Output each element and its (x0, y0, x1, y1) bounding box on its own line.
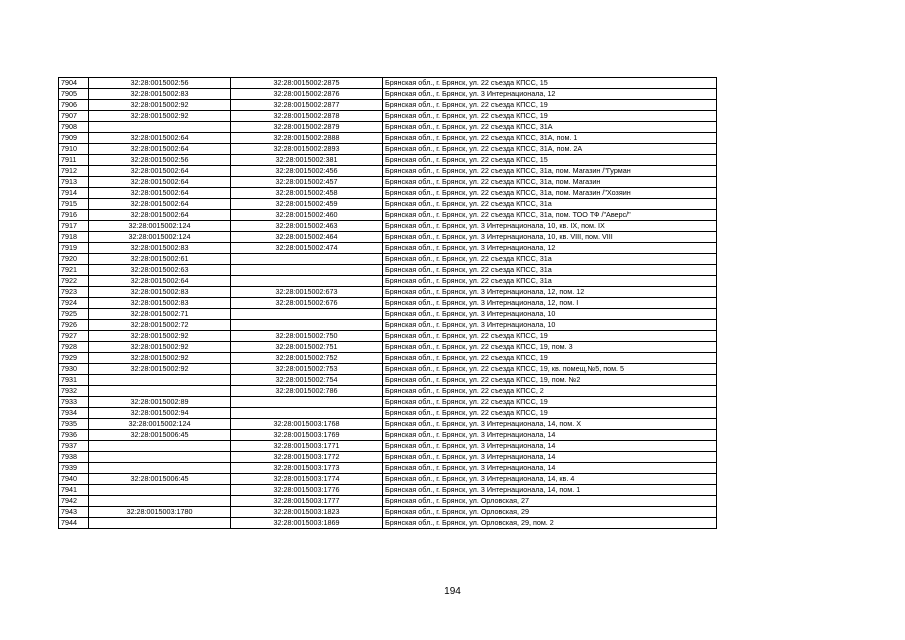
address-cell: Брянская обл., г. Брянск, ул. Орловская, 27 (383, 496, 717, 507)
parent-cadastral-number-cell (89, 518, 231, 529)
address-cell: Брянская обл., г. Брянск, ул. 22 съезда КПСС, 19 (383, 397, 717, 408)
cadastral-number-cell: 32:28:0015002:2893 (231, 144, 383, 155)
row-number-cell: 7936 (59, 430, 89, 441)
cadastral-number-cell: 32:28:0015002:676 (231, 298, 383, 309)
parent-cadastral-number-cell: 32:28:0015002:64 (89, 276, 231, 287)
address-cell: Брянская обл., г. Брянск, ул. 22 съезда КПСС, 31А (383, 122, 717, 133)
cadastral-number-cell: 32:28:0015003:1869 (231, 518, 383, 529)
parent-cadastral-number-cell: 32:28:0015002:83 (89, 89, 231, 100)
parent-cadastral-number-cell: 32:28:0015002:63 (89, 265, 231, 276)
cadastral-number-cell: 32:28:0015003:1772 (231, 452, 383, 463)
parent-cadastral-number-cell: 32:28:0015002:92 (89, 331, 231, 342)
row-number-cell: 7910 (59, 144, 89, 155)
table-row (59, 331, 717, 342)
page-number: 194 (444, 586, 461, 597)
row-number-cell: 7917 (59, 221, 89, 232)
row-number-cell: 7929 (59, 353, 89, 364)
cadastral-number-cell: 32:28:0015003:1768 (231, 419, 383, 430)
cadastral-number-cell: 32:28:0015002:464 (231, 232, 383, 243)
cadastral-number-cell: 32:28:0015002:2877 (231, 100, 383, 111)
parent-cadastral-number-cell: 32:28:0015002:83 (89, 298, 231, 309)
parent-cadastral-number-cell: 32:28:0015002:56 (89, 78, 231, 89)
parent-cadastral-number-cell: 32:28:0015002:72 (89, 320, 231, 331)
table-row (59, 111, 717, 122)
address-cell: Брянская обл., г. Брянск, ул. 3 Интернационала, 14 (383, 463, 717, 474)
row-number-cell: 7943 (59, 507, 89, 518)
cadastral-number-cell (231, 408, 383, 419)
address-cell: Брянская обл., г. Брянск, ул. 22 съезда КПСС, 19, кв. помещ.№5, пом. 5 (383, 364, 717, 375)
address-cell: Брянская обл., г. Брянск, ул. 22 съезда КПСС, 31а (383, 199, 717, 210)
address-cell: Брянская обл., г. Брянск, ул. 22 съезда КПСС, 15 (383, 155, 717, 166)
table-row (59, 408, 717, 419)
address-cell: Брянская обл., г. Брянск, ул. 3 Интернационала, 10 (383, 320, 717, 331)
table-row (59, 386, 717, 397)
address-cell: Брянская обл., г. Брянск, ул. 22 съезда КПСС, 19, пом. 3 (383, 342, 717, 353)
row-number-cell: 7931 (59, 375, 89, 386)
cadastral-number-cell: 32:28:0015002:2875 (231, 78, 383, 89)
cadastral-number-cell: 32:28:0015002:2876 (231, 89, 383, 100)
cadastral-number-cell: 32:28:0015003:1773 (231, 463, 383, 474)
table-row (59, 353, 717, 364)
parent-cadastral-number-cell: 32:28:0015002:92 (89, 342, 231, 353)
cadastral-number-cell: 32:28:0015002:474 (231, 243, 383, 254)
table-row (59, 89, 717, 100)
parent-cadastral-number-cell (89, 386, 231, 397)
table-row (59, 309, 717, 320)
row-number-cell: 7937 (59, 441, 89, 452)
parent-cadastral-number-cell: 32:28:0015002:64 (89, 199, 231, 210)
table-row (59, 100, 717, 111)
address-cell: Брянская обл., г. Брянск, ул. 22 съезда КПСС, 31а (383, 276, 717, 287)
row-number-cell: 7909 (59, 133, 89, 144)
parent-cadastral-number-cell: 32:28:0015002:64 (89, 133, 231, 144)
table-row (59, 474, 717, 485)
address-cell: Брянская обл., г. Брянск, ул. 3 Интернационала, 10 (383, 309, 717, 320)
row-number-cell: 7920 (59, 254, 89, 265)
row-number-cell: 7942 (59, 496, 89, 507)
cadastral-number-cell: 32:28:0015002:786 (231, 386, 383, 397)
table-row (59, 441, 717, 452)
table-row (59, 144, 717, 155)
table-row (59, 155, 717, 166)
table-row (59, 430, 717, 441)
parent-cadastral-number-cell: 32:28:0015002:64 (89, 144, 231, 155)
address-cell: Брянская обл., г. Брянск, ул. 3 Интернационала, 14 (383, 441, 717, 452)
row-number-cell: 7940 (59, 474, 89, 485)
cadastral-number-cell: 32:28:0015002:457 (231, 177, 383, 188)
address-cell: Брянская обл., г. Брянск, ул. 22 съезда КПСС, 31А, пом. 2А (383, 144, 717, 155)
cadastral-number-cell (231, 254, 383, 265)
address-cell: Брянская обл., г. Брянск, ул. 3 Интернационала, 10, кв. VIII, пом. VIII (383, 232, 717, 243)
parent-cadastral-number-cell: 32:28:0015002:92 (89, 100, 231, 111)
address-cell: Брянская обл., г. Брянск, ул. 3 Интернационала, 14, кв. 4 (383, 474, 717, 485)
table-row (59, 188, 717, 199)
table-row (59, 122, 717, 133)
parent-cadastral-number-cell: 32:28:0015002:92 (89, 353, 231, 364)
table-row (59, 397, 717, 408)
parent-cadastral-number-cell (89, 452, 231, 463)
row-number-cell: 7908 (59, 122, 89, 133)
parent-cadastral-number-cell (89, 485, 231, 496)
table-row (59, 342, 717, 353)
address-cell: Брянская обл., г. Брянск, ул. 22 съезда КПСС, 31А, пом. 1 (383, 133, 717, 144)
table-row (59, 364, 717, 375)
parent-cadastral-number-cell: 32:28:0015002:64 (89, 177, 231, 188)
address-cell: Брянская обл., г. Брянск, ул. 22 съезда КПСС, 31а, пом. Магазин (383, 177, 717, 188)
row-number-cell: 7939 (59, 463, 89, 474)
row-number-cell: 7904 (59, 78, 89, 89)
table-row (59, 287, 717, 298)
row-number-cell: 7914 (59, 188, 89, 199)
parent-cadastral-number-cell: 32:28:0015002:92 (89, 364, 231, 375)
table-row (59, 133, 717, 144)
table-row (59, 276, 717, 287)
parent-cadastral-number-cell: 32:28:0015002:89 (89, 397, 231, 408)
parent-cadastral-number-cell: 32:28:0015002:83 (89, 287, 231, 298)
address-cell: Брянская обл., г. Брянск, ул. 22 съезда КПСС, 19 (383, 100, 717, 111)
row-number-cell: 7921 (59, 265, 89, 276)
row-number-cell: 7907 (59, 111, 89, 122)
cadastral-number-cell (231, 276, 383, 287)
cadastral-number-cell (231, 320, 383, 331)
parent-cadastral-number-cell (89, 375, 231, 386)
cadastral-number-cell: 32:28:0015002:750 (231, 331, 383, 342)
address-cell: Брянская обл., г. Брянск, ул. 22 съезда КПСС, 31а, пом. Магазин /"Гурман (383, 166, 717, 177)
table-row (59, 199, 717, 210)
address-cell: Брянская обл., г. Брянск, ул. 3 Интернационала, 14, пом. 1 (383, 485, 717, 496)
address-cell: Брянская обл., г. Брянск, ул. 22 съезда КПСС, 19 (383, 408, 717, 419)
row-number-cell: 7938 (59, 452, 89, 463)
table-row (59, 221, 717, 232)
address-cell: Брянская обл., г. Брянск, ул. 22 съезда КПСС, 31а (383, 254, 717, 265)
row-number-cell: 7932 (59, 386, 89, 397)
row-number-cell: 7926 (59, 320, 89, 331)
parent-cadastral-number-cell: 32:28:0015002:94 (89, 408, 231, 419)
parent-cadastral-number-cell: 32:28:0015002:71 (89, 309, 231, 320)
address-cell: Брянская обл., г. Брянск, ул. 3 Интернационала, 12, пом. I (383, 298, 717, 309)
table-row (59, 463, 717, 474)
row-number-cell: 7933 (59, 397, 89, 408)
cadastral-number-cell: 32:28:0015002:751 (231, 342, 383, 353)
row-number-cell: 7919 (59, 243, 89, 254)
row-number-cell: 7927 (59, 331, 89, 342)
parent-cadastral-number-cell (89, 122, 231, 133)
parent-cadastral-number-cell (89, 496, 231, 507)
table-row (59, 298, 717, 309)
parent-cadastral-number-cell: 32:28:0015006:45 (89, 430, 231, 441)
row-number-cell: 7935 (59, 419, 89, 430)
address-cell: Брянская обл., г. Брянск, ул. 3 Интернационала, 14 (383, 430, 717, 441)
cadastral-number-cell: 32:28:0015002:456 (231, 166, 383, 177)
table-row (59, 243, 717, 254)
parent-cadastral-number-cell: 32:28:0015002:124 (89, 232, 231, 243)
cadastral-number-cell: 32:28:0015002:381 (231, 155, 383, 166)
row-number-cell: 7915 (59, 199, 89, 210)
row-number-cell: 7906 (59, 100, 89, 111)
address-cell: Брянская обл., г. Брянск, ул. 22 съезда КПСС, 19, пом. №2 (383, 375, 717, 386)
row-number-cell: 7930 (59, 364, 89, 375)
table-row (59, 232, 717, 243)
parent-cadastral-number-cell: 32:28:0015002:64 (89, 188, 231, 199)
row-number-cell: 7934 (59, 408, 89, 419)
table-row (59, 485, 717, 496)
table-row (59, 177, 717, 188)
address-cell: Брянская обл., г. Брянск, ул. 22 съезда КПСС, 15 (383, 78, 717, 89)
address-cell: Брянская обл., г. Брянск, ул. Орловская, 29, пом. 2 (383, 518, 717, 529)
address-cell: Брянская обл., г. Брянск, ул. 22 съезда КПСС, 19 (383, 111, 717, 122)
cadastral-number-cell: 32:28:0015002:2879 (231, 122, 383, 133)
row-number-cell: 7941 (59, 485, 89, 496)
cadastral-number-cell (231, 397, 383, 408)
parent-cadastral-number-cell (89, 441, 231, 452)
table-row (59, 254, 717, 265)
table-row (59, 452, 717, 463)
address-cell: Брянская обл., г. Брянск, ул. 3 Интернационала, 14 (383, 452, 717, 463)
table-row (59, 210, 717, 221)
cadastral-number-cell: 32:28:0015002:673 (231, 287, 383, 298)
cadastral-number-cell: 32:28:0015003:1774 (231, 474, 383, 485)
table-row (59, 375, 717, 386)
row-number-cell: 7923 (59, 287, 89, 298)
address-cell: Брянская обл., г. Брянск, ул. 22 съезда КПСС, 19 (383, 331, 717, 342)
row-number-cell: 7918 (59, 232, 89, 243)
table-row (59, 166, 717, 177)
parent-cadastral-number-cell: 32:28:0015003:1780 (89, 507, 231, 518)
cadastral-number-cell: 32:28:0015002:463 (231, 221, 383, 232)
cadastral-number-cell: 32:28:0015002:458 (231, 188, 383, 199)
cadastral-number-cell: 32:28:0015002:459 (231, 199, 383, 210)
cadastral-table (58, 77, 717, 529)
address-cell: Брянская обл., г. Брянск, ул. 22 съезда КПСС, 19 (383, 353, 717, 364)
table-row (59, 419, 717, 430)
address-cell: Брянская обл., г. Брянск, ул. 22 съезда КПСС, 31а, пом. Магазин /"Хозяин (383, 188, 717, 199)
parent-cadastral-number-cell (89, 463, 231, 474)
row-number-cell: 7913 (59, 177, 89, 188)
address-cell: Брянская обл., г. Брянск, ул. 3 Интернационала, 12, пом. 12 (383, 287, 717, 298)
cadastral-number-cell: 32:28:0015002:2888 (231, 133, 383, 144)
table-row (59, 320, 717, 331)
address-cell: Брянская обл., г. Брянск, ул. 22 съезда КПСС, 31а, пом. ТОО ТФ /"Аверс/" (383, 210, 717, 221)
row-number-cell: 7911 (59, 155, 89, 166)
table-row (59, 496, 717, 507)
row-number-cell: 7912 (59, 166, 89, 177)
table-row (59, 78, 717, 89)
cadastral-number-cell (231, 309, 383, 320)
parent-cadastral-number-cell: 32:28:0015002:92 (89, 111, 231, 122)
row-number-cell: 7924 (59, 298, 89, 309)
cadastral-number-cell: 32:28:0015003:1777 (231, 496, 383, 507)
address-cell: Брянская обл., г. Брянск, ул. Орловская, 29 (383, 507, 717, 518)
parent-cadastral-number-cell: 32:28:0015002:64 (89, 210, 231, 221)
cadastral-number-cell: 32:28:0015003:1823 (231, 507, 383, 518)
row-number-cell: 7905 (59, 89, 89, 100)
parent-cadastral-number-cell: 32:28:0015002:56 (89, 155, 231, 166)
parent-cadastral-number-cell: 32:28:0015002:64 (89, 166, 231, 177)
address-cell: Брянская обл., г. Брянск, ул. 22 съезда КПСС, 31а (383, 265, 717, 276)
address-cell: Брянская обл., г. Брянск, ул. 3 Интернационала, 12 (383, 243, 717, 254)
cadastral-number-cell (231, 265, 383, 276)
parent-cadastral-number-cell: 32:28:0015002:124 (89, 419, 231, 430)
parent-cadastral-number-cell: 32:28:0015002:61 (89, 254, 231, 265)
cadastral-number-cell: 32:28:0015002:754 (231, 375, 383, 386)
parent-cadastral-number-cell: 32:28:0015006:45 (89, 474, 231, 485)
table-row (59, 507, 717, 518)
address-cell: Брянская обл., г. Брянск, ул. 3 Интернационала, 12 (383, 89, 717, 100)
row-number-cell: 7925 (59, 309, 89, 320)
row-number-cell: 7916 (59, 210, 89, 221)
parent-cadastral-number-cell: 32:28:0015002:124 (89, 221, 231, 232)
row-number-cell: 7944 (59, 518, 89, 529)
row-number-cell: 7922 (59, 276, 89, 287)
cadastral-number-cell: 32:28:0015002:2878 (231, 111, 383, 122)
row-number-cell: 7928 (59, 342, 89, 353)
cadastral-number-cell: 32:28:0015002:752 (231, 353, 383, 364)
cadastral-number-cell: 32:28:0015003:1776 (231, 485, 383, 496)
parent-cadastral-number-cell: 32:28:0015002:83 (89, 243, 231, 254)
table-row (59, 265, 717, 276)
cadastral-number-cell: 32:28:0015002:460 (231, 210, 383, 221)
address-cell: Брянская обл., г. Брянск, ул. 3 Интернационала, 10, кв. IX, пом. IX (383, 221, 717, 232)
cadastral-number-cell: 32:28:0015003:1769 (231, 430, 383, 441)
address-cell: Брянская обл., г. Брянск, ул. 3 Интернационала, 14, пом. X (383, 419, 717, 430)
cadastral-number-cell: 32:28:0015003:1771 (231, 441, 383, 452)
address-cell: Брянская обл., г. Брянск, ул. 22 съезда КПСС, 2 (383, 386, 717, 397)
cadastral-table-body (59, 78, 717, 529)
cadastral-number-cell: 32:28:0015002:753 (231, 364, 383, 375)
table-row (59, 518, 717, 529)
